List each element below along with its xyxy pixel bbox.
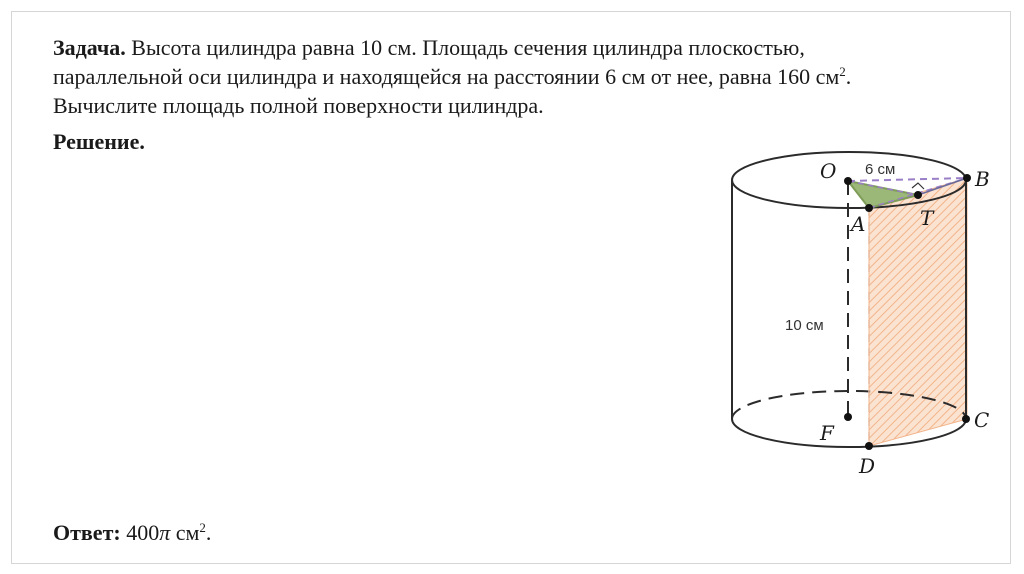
- label-A: A: [851, 212, 866, 236]
- problem-exponent: 2: [839, 64, 846, 79]
- problem-text-1: Высота цилиндра равна 10 см. Площадь сечения цилиндра плоскостью,: [125, 35, 805, 60]
- label-T: T: [920, 206, 934, 230]
- answer-end: .: [205, 520, 212, 545]
- solution-heading: Решение.: [53, 129, 145, 154]
- problem-text-2-end: .: [845, 64, 852, 89]
- point-A: [865, 204, 873, 212]
- right-angle-marker: [912, 183, 924, 189]
- point-C: [962, 415, 970, 423]
- answer: [53, 520, 211, 546]
- label-B: B: [975, 167, 990, 191]
- problem-line-3: Вычислите площадь полной поверхности цилиндра.: [53, 93, 544, 118]
- answer-label: Ответ:: [53, 520, 121, 545]
- point-F: [844, 413, 852, 421]
- label-F: F: [820, 421, 834, 445]
- answer-unit: см: [170, 520, 200, 545]
- problem-label: Задача.: [53, 35, 126, 60]
- answer-value: 400: [120, 520, 160, 545]
- label-D: D: [859, 454, 876, 478]
- point-D: [865, 442, 873, 450]
- point-O: [844, 177, 852, 185]
- problem-text-2: параллельной оси цилиндра и находящейся на расстоянии 6 см от нее, равна 160 см: [53, 64, 840, 89]
- label-O: O: [820, 159, 837, 183]
- point-B: [963, 174, 971, 182]
- label-height-10cm: 10 см: [785, 317, 824, 334]
- point-T: [914, 191, 922, 199]
- answer-exponent: 2: [199, 520, 206, 535]
- radius-OB: [848, 178, 967, 181]
- label-distance-6cm: 6 см: [865, 161, 896, 178]
- label-C: C: [974, 408, 990, 432]
- answer-pi: π: [159, 520, 171, 545]
